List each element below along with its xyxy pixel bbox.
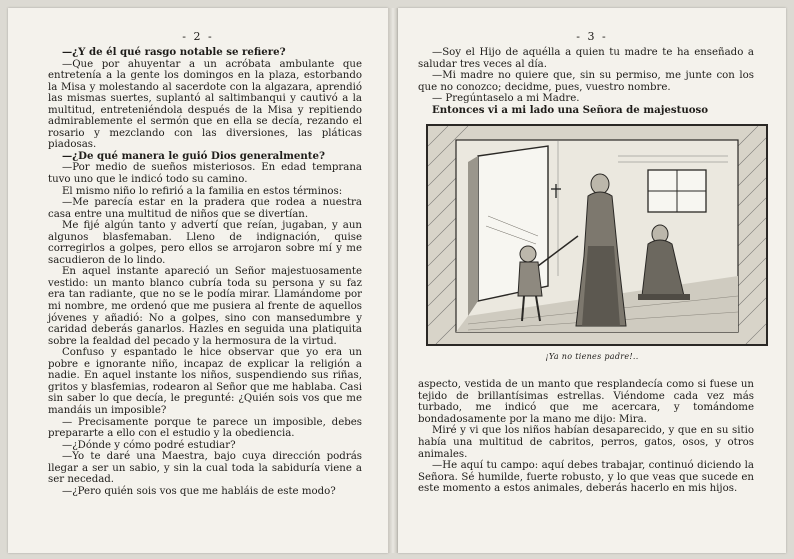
paragraph: Entonces vi a mi lado una Señora de majestuoso xyxy=(432,103,709,116)
left-page-text xyxy=(8,47,388,497)
paragraph: —Yo te daré una Maestra, bajo cuya dirección podrás llegar a ser un sabio, y sin la cual toda la sabiduría viene a ser necedad. xyxy=(48,451,362,486)
paragraph: Me fijé algún tanto y advertí que reían, jugaban, y aun algunos blasfemaban. Lleno de indignación, quise corregirlos a golpes, pero ellos se arrojaron sobre mí y me sacudieron de lo lindo. xyxy=(48,220,362,266)
book-gutter xyxy=(388,8,398,553)
paragraph: —He aquí tu campo: aquí debes trabajar, continuó diciendo la Señora. Sé humilde, fuerte robusto, y lo que veas que sucede en este momento a estos animales, deberás hacerlo en mis hijos. xyxy=(418,460,754,495)
paragraph: Miré y vi que los niños habían desaparecido, y que en su sitio había una multitud de cabritos, perros, gatos, osos, y otros animales. xyxy=(418,425,754,460)
right-page-text-top xyxy=(398,47,786,116)
right-page-text-bottom xyxy=(398,379,786,494)
page-number: - 3 - xyxy=(576,30,608,43)
paragraph: —Soy el Hijo de aquélla a quien tu madre te ha enseñado a saludar tres veces al día. xyxy=(418,47,754,70)
paragraph: —¿Dónde y cómo podré estudiar? xyxy=(62,439,236,451)
paragraph: —¿De qué manera le guió Dios generalmente? xyxy=(62,149,325,162)
paragraph: — Pregúntaselo a mi Madre. xyxy=(432,93,580,105)
paragraph: —Me parecía estar en la pradera que rodea a nuestra casa entre una multitud de niños que se divertían. xyxy=(48,197,362,220)
engraving-illustration xyxy=(426,124,768,346)
paragraph: En aquel instante apareció un Señor majestuosamente vestido: un manto blanco cubría toda su persona y su faz era tan radiante, que no se le podía mirar. Llamándome por mi nombre, me ordenó que me pusiera al frente de aquellos jóvenes y añadió: No a golpes, sino con mansedumbre y caridad deberás ganarlos. Hazles en seguida una platiquita sobre la fealdad del pecado y la hermosura de la virtud. xyxy=(48,266,362,347)
paragraph: —¿Y de él qué rasgo notable se refiere? xyxy=(62,46,286,58)
left-page xyxy=(8,8,388,553)
paragraph: —Mi madre no quiere que, sin su permiso, me junte con los que no conozco; decidme, pues, vuestro nombre. xyxy=(418,70,754,93)
paragraph: — Precisamente porque te parece un imposible, debes prepararte a ello con el estudio y la obediencia. xyxy=(48,416,362,440)
engraving-scene xyxy=(428,126,766,344)
paragraph: aspecto, vestida de un manto que resplandecía como si fuese un tejido de brillantísimas estrellas. Viéndome cada vez más turbado, me indicó que me acercara, y tomándome bondadosamente por la mano me dijo: Mira. xyxy=(418,379,754,425)
paragraph: Confuso y espantado le hice observar que yo era un pobre e ignorante niño, incapaz de explicar la religión a nadie. En aquel instante los niños, suspendiendo sus riñas, gritos y blasfemias, rodearon al Señor que me hablaba. Casi sin saber lo que decía, le pregunté: ¿Quién sois vos que me mandáis un imposible? xyxy=(48,347,362,416)
page-number: - 2 - xyxy=(182,30,214,43)
right-page xyxy=(398,8,786,553)
paragraph: —Por medio de sueños misteriosos. En edad temprana tuvo uno que le indicó todo su camino. xyxy=(48,162,362,186)
paragraph: —¿Pero quién sois vos que me habláis de este modo? xyxy=(62,485,336,497)
figure-caption: ¡Ya no tienes padre!.. xyxy=(545,352,639,362)
paragraph: —Que por ahuyentar a un acróbata ambulante que entretenía a la gente los domingos en la plaza, estorbando la Misa y molestando al sacerdote con la algazara, aprendió las mismas suertes, suplantó al saltimbanqui y cautivó a la multitud, entreteniéndola después de la Misa y repitiendo admirablemente el sermón que en ella se decía, rezando el rosario y mezclando con las diversiones, las pláticas piadosas. xyxy=(48,58,362,151)
paragraph: El mismo niño lo refirió a la familia en estos términos: xyxy=(62,185,343,197)
